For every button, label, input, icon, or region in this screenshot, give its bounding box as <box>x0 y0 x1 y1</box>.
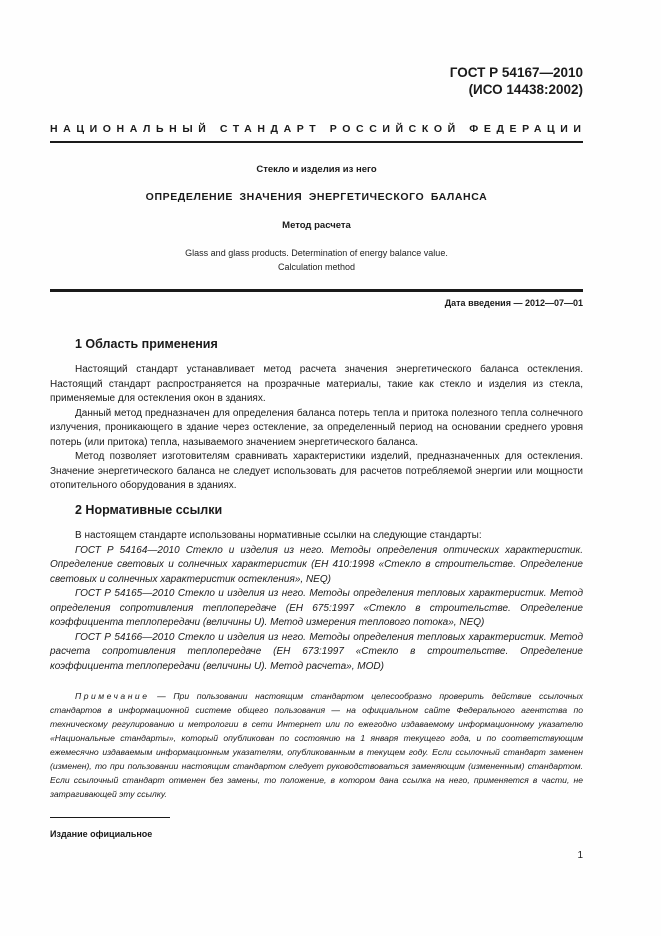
method-subtitle: Метод расчета <box>282 220 351 231</box>
footer-divider <box>50 817 170 818</box>
standard-code-line2: (ИСО 14438:2002) <box>468 82 583 97</box>
section-1-heading: 1 Область применения <box>75 337 218 351</box>
note-block <box>50 689 583 801</box>
normative-reference: ГОСТ Р 54164—2010 Стекло и изделия из него. Методы определения оптических характеристик. Определение световых и солнечных характеристик (ЕН 410:1998 «Стекло в строительстве. Определение световых и солнечных характеристик остекления», NEQ) <box>50 544 583 585</box>
english-title <box>50 246 583 274</box>
paragraph: Настоящий стандарт устанавливает метод расчета значения энергетического баланса остекления. Настоящий стандарт распространяется на прозрачные материалы, такие как стекло и изделия из стекла, применяемые для остекления окон в зданиях. <box>50 364 583 404</box>
note-paragraph <box>50 689 583 801</box>
national-standard-banner: НАЦИОНАЛЬНЫЙ СТАНДАРТ РОССИЙСКОЙ ФЕДЕРАЦИИ <box>50 123 587 135</box>
normative-reference: ГОСТ Р 54165—2010 Стекло и изделия из него. Методы определения тепловых характеристик. Метод определения сопротивления теплопередаче (ЕН 675:1997 «Стекло в строительстве. Определение коэффициента теплопередачи (величины U). Метод измерения теплового потока», NEQ) <box>50 588 583 628</box>
note-text: — При пользовании настоящим стандартом целесообразно проверить действие ссылочных стандартов в информационной системе общего пользования — на официальном сайте Федерального агентства по техническому регулированию и метрологии в сети Интернет или по ежегодно издаваемому информационному указателю «Национальные стандарты», который опубликован по состоянию на 1 января текущего года, и по соответствующим ежемесячно издаваемым информационным указателям, опубликованным в текущем году. Если ссылочный стандарт заменен (изменен), то при пользовании настоящим стандартом следует руководствоваться заменяющим (измененным) стандартом. Если ссылочный стандарт отменен без замены, то положение, в котором дана ссылка на него, применяется в части, не затрагивающей эту ссылку. <box>50 691 583 799</box>
paragraph: Данный метод предназначен для определения баланса потерь тепла и притока полезного тепла солнечного излучения, проникающего в здание через остекление, за определенный период на основании среднего уровня потерь (или притока) тепла, называемого значением энергетического баланса. <box>50 407 583 448</box>
effective-date: Дата введения — 2012—07—01 <box>444 298 583 308</box>
section-2-heading: 2 Нормативные ссылки <box>75 503 223 517</box>
subject-title: Стекло и изделия из него <box>256 164 377 175</box>
page-number: 1 <box>577 850 583 861</box>
edition-label: Издание официальное <box>50 829 153 839</box>
title-divider <box>50 289 583 292</box>
paragraph: В настоящем стандарте использованы нормативные ссылки на следующие стандарты: <box>75 530 482 541</box>
section-2-body <box>50 529 583 674</box>
standard-code <box>450 64 583 98</box>
document-title: ОПРЕДЕЛЕНИЕ ЗНАЧЕНИЯ ЭНЕРГЕТИЧЕСКОГО БАЛАНСА <box>145 191 488 203</box>
standard-code-line1: ГОСТ Р 54167—2010 <box>449 65 583 80</box>
note-label: Примечание <box>75 691 150 701</box>
header-divider <box>50 141 583 143</box>
english-title-line2: Calculation method <box>277 262 356 272</box>
english-title-line1: Glass and glass products. Determination of energy balance value. <box>185 248 448 258</box>
paragraph: Метод позволяет изготовителям сравнивать характеристики изделий, предназначенных для остекления. Значение энергетического баланса не следует использовать для расчетов потребляемой энергии или мощности отопительного оборудования в зданиях. <box>50 451 583 491</box>
section-1-body <box>50 363 583 494</box>
normative-reference: ГОСТ Р 54166—2010 Стекло и изделия из него. Методы определения тепловых характеристик. Метод расчета сопротивления теплопередаче (ЕН 673:1997 «Стекло в строительстве. Определение коэффициента теплопередачи (величины U). Метод расчета», MOD) <box>50 631 583 672</box>
